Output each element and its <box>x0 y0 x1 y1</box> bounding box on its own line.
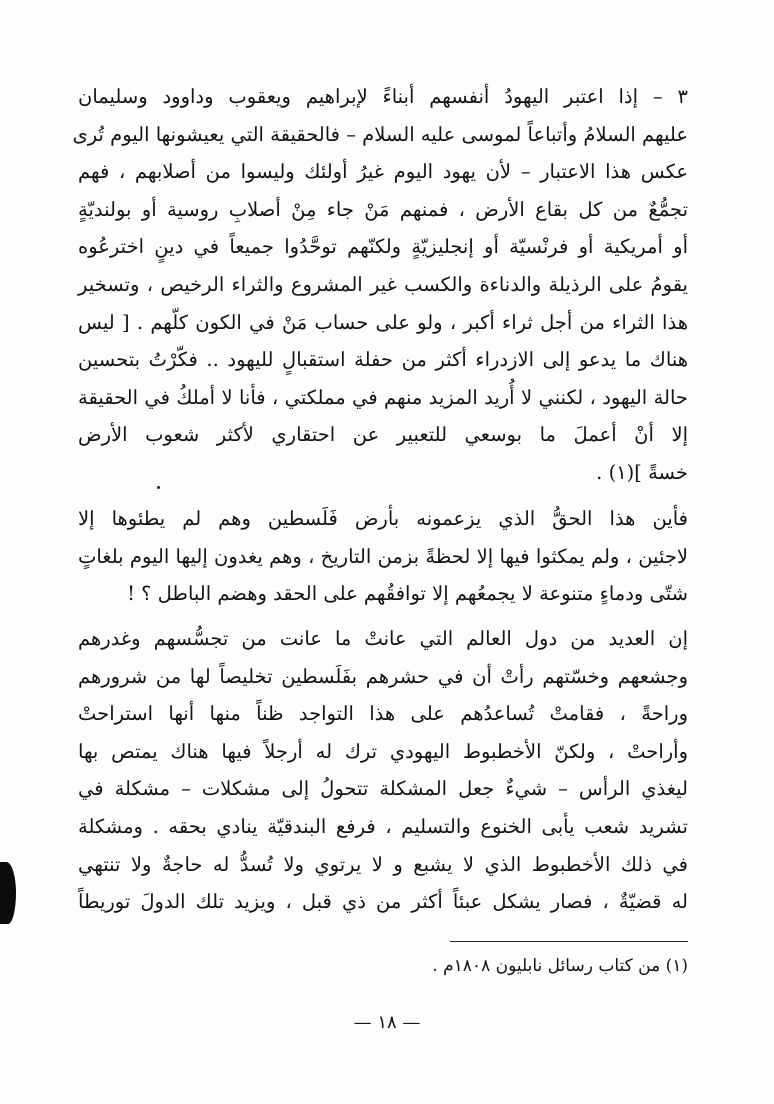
text-line: تجمُّعٌ من كل بقاع الأرض ، فمنهم مَنْ جاء مِنْ أصلابِ روسية أو بولنديّةٍ <box>78 197 688 221</box>
text-line: تشريد شعب يأبى الخنوع والتسليم ، فرفع البندقيّة ينادي بحقه . ومشكلة <box>78 814 688 838</box>
text-line: في ذلك الأخطبوط الذي لا يشبع و لا يرتوي ولا تُسدُّ له حاجةٌ ولا تنتهي <box>78 852 688 876</box>
text-line: إن العديد من دول العالم التي عانتْ ما عانت من تجسُّسهم وغدرهم <box>78 627 688 650</box>
text-line: خسةً ](١) . <box>596 460 688 484</box>
text-line: حالة اليهود ، لكنني لا أُريد المزيد منهم في مملكتي ، فأنا لا أملكُ في الحقيقة <box>78 385 688 409</box>
text-line: هناك ما يدعو إلى الازدراء أكثر من حفلة استقبالٍ لليهود .. فكّرْتُ بتحسين <box>78 348 688 372</box>
paragraph-3 <box>78 620 688 921</box>
text-line: عليهم السلامُ وأتباعاً لموسى عليه السلام – فالحقيقة التي يعيشونها اليوم تُرى <box>72 122 688 146</box>
text-line: لاجئين ، ولم يمكثوا فيها إلا لحظةً بزمن التاريخ ، وهم يغدون إليها اليوم بلغاتٍ <box>78 544 688 568</box>
paragraph-1 <box>72 78 688 492</box>
text-line: هذا الثراء من أجل ثراء أكبر ، ولو على حساب مَنْ في الكون كلّهم . [ ليس <box>78 310 688 334</box>
text-line: أو أمريكية أو فرنْسيّة أو إنجليزيّةٍ ولكنّهم توحَّدُوا جميعاً في دينٍ اخترعُوه <box>78 235 688 259</box>
footnote-divider <box>450 941 688 942</box>
text-line: وراحةً ، فقامتْ تُساعدُهم على هذا التواجد ظناً منها أنها استراحتْ <box>78 702 688 726</box>
text-line: يقومُ على الرذيلة والدناءة والكسب غير المشروع والثراء الرخيص ، وتسخير <box>78 272 688 296</box>
text-line: شتّى ودماءٍ متنوعة لا يجمعُهم إلا توافقُهم على الحقد وهضم الباطل ؟ ! <box>127 582 688 606</box>
paragraph-2 <box>78 500 688 613</box>
text-line: إلا أنْ أعملَ ما بوسعي للتعبير عن احتقاري لأكثر شعوب الأرض <box>78 423 688 447</box>
text-line: له قضيّةٌ ، فصار يشكل عبئاً أكثر من ذي قبل ، ويزيد تلك الدولَ توريطاً <box>78 890 688 914</box>
text-line: ٣ – إذا اعتبر اليهودُ أنفسهم أبناءً لإبراهيم ويعقوب وداوود وسليمان <box>78 85 688 108</box>
text-line: وجشعهم وخسّتهم رأتْ أن في حشرهم بفَلَسطين تخليصاً لها من شرورهم <box>78 664 688 688</box>
text-line: فأين هذا الحقُّ الذي يزعمونه بأرض فَلَسطين وهم لم يطئوها إلا <box>78 507 688 530</box>
page-number: — ١٨ — <box>353 1012 421 1033</box>
footnote: (١) من كتاب رسائل نابليون ١٨٠٨م . <box>432 956 688 976</box>
text-line: عكس هذا الاعتبار – لأن يهود اليوم غيرُ أولئك وليسوا من أصلابهم ، فهم <box>78 160 688 184</box>
text-line: ليغذي الرأس – شيءٌ جعل المشكلة تتحولُ إلى مشكلات – مشكلة في <box>78 777 688 801</box>
text-line: وأراحتْ ، ولكنّ الأخطبوط اليهودي ترك له أرجلاً فيها هناك يمتص بها <box>78 739 688 763</box>
scan-edge-mark <box>0 862 16 924</box>
scan-speck <box>157 486 160 489</box>
